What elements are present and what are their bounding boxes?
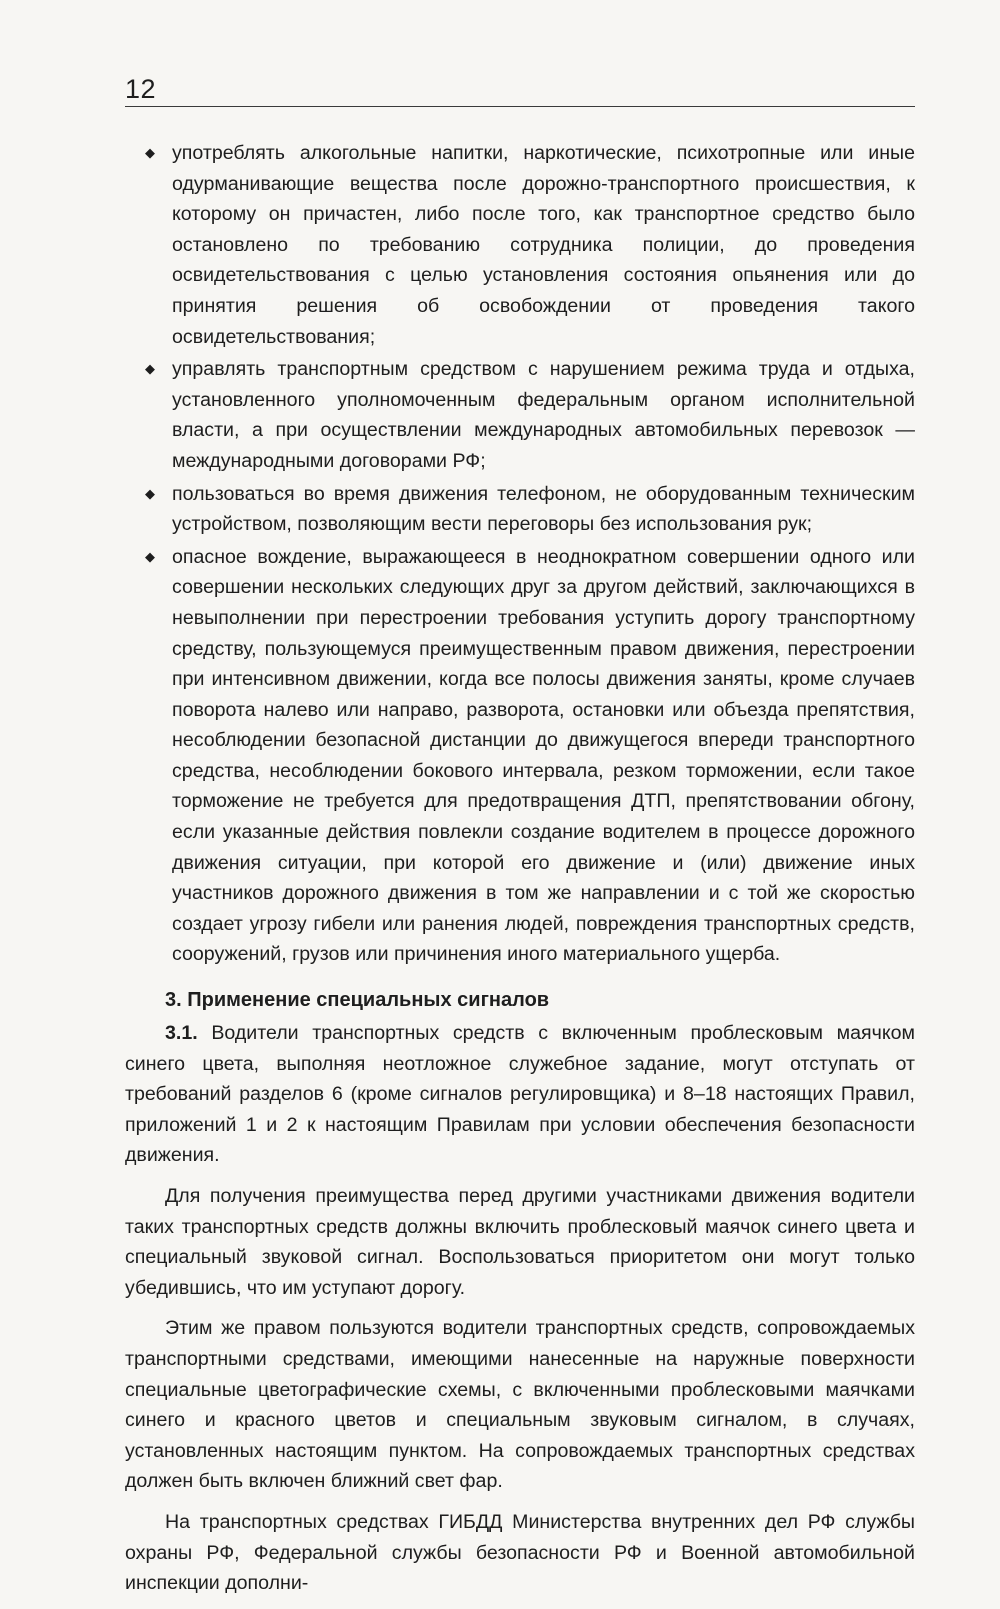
diamond-bullet-icon: ◆: [145, 548, 155, 564]
list-item-text: употреблять алкогольные напитки, наркотические, психотропные или иные одурманивающие вещества после дорожно-транспортного происшествия, к которому он причастен, либо после того, как транспортное средство было остановлено по требованию сотрудника полиции, до проведения освидетельствования с целью установления состояния опьянения или до принятия решения об освобождении от проведения такого освидетельствования;: [172, 142, 915, 348]
paragraph-text: Водители транспортных средств с включенным проблесковым маячком синего цвета, выполняя неотложное служебное задание, могут отступать от требований разделов 6 (кроме сигналов регулировщика) и 8–18 настоящих Правил, приложений 1 и 2 к настоящим Правилам при условии обеспечения безопасности движения.: [125, 1022, 915, 1167]
list-item-text: управлять транспортным средством с нарушением режима труда и отдыха, установленного уполномоченным федеральным органом исполнительной власти, а при осуществлении международных автомобильных перевозок — международными договорами РФ;: [172, 358, 915, 472]
diamond-bullet-icon: ◆: [145, 145, 155, 160]
paragraph: На транспортных средствах ГИБДД Министерства внутренних дел РФ службы охраны РФ, Федеральной службы безопасности РФ и Военной автомобильной инспекции дополни-: [125, 1510, 915, 1595]
paragraph: [125, 1018, 915, 1171]
list-item: [125, 479, 915, 540]
paragraph: Для получения преимущества перед другими участниками движения водители таких транспортных средств должны включить проблесковый маячок синего цвета и специальный звуковой сигнал. Воспользоваться приоритетом они могут только убедившись, что им уступают дорогу.: [125, 1185, 915, 1299]
page-header: [125, 72, 915, 107]
page-number: 12: [125, 74, 157, 104]
section-heading: 3. Применение специальных сигналов: [165, 989, 550, 1012]
diamond-bullet-icon: ◆: [145, 361, 155, 377]
paragraph: Этим же правом пользуются водители транспортных средств, сопровождаемых транспортными средствами, имеющими нанесенные на наружные поверхности специальные цветографические схемы, с включенными проблесковыми маячками синего и красного цветов и специальным звуковым сигналом, в случаях, установленных настоящим пунктом. На сопровождаемых транспортных средствах должен быть включен ближний свет фар.: [125, 1317, 915, 1493]
list-item: [125, 542, 915, 970]
page-content: [125, 138, 915, 1609]
diamond-bullet-icon: ◆: [145, 485, 155, 501]
bullet-list: [125, 138, 915, 970]
list-item: [125, 354, 915, 476]
list-item-text: опасное вождение, выражающееся в неоднократном совершении одного или совершении нескольких следующих друг за другом действий, заключающихся в невыполнении при перестроении требования уступить дорогу транспортному средству, пользующемуся преимущественным правом движения, перестроении при интенсивном движении, когда все полосы движения заняты, кроме случаев поворота налево или направо, разворота, остановки или объезда препятствия, несоблюдении безопасной дистанции до движущегося впереди транспортного средства, несоблюдении бокового интервала, резком торможении, если такое торможение не требуется для предотвращения ДТП, препятствовании обгону, если указанные действия повлекли создание водителем в процессе дорожного движения ситуации, при которой его движение и (или) движение иных участников дорожного движения в том же направлении и с той же скоростью создает угрозу гибели или ранения людей, повреждения транспортных средств, сооружений, грузов или причинения иного материального ущерба.: [172, 545, 915, 966]
list-item-text: пользоваться во время движения телефоном, не оборудованным техническим устройством, позволяющим вести переговоры без использования рук;: [172, 482, 915, 536]
paragraph-number: 3.1.: [165, 1022, 198, 1045]
list-item: [125, 138, 915, 352]
